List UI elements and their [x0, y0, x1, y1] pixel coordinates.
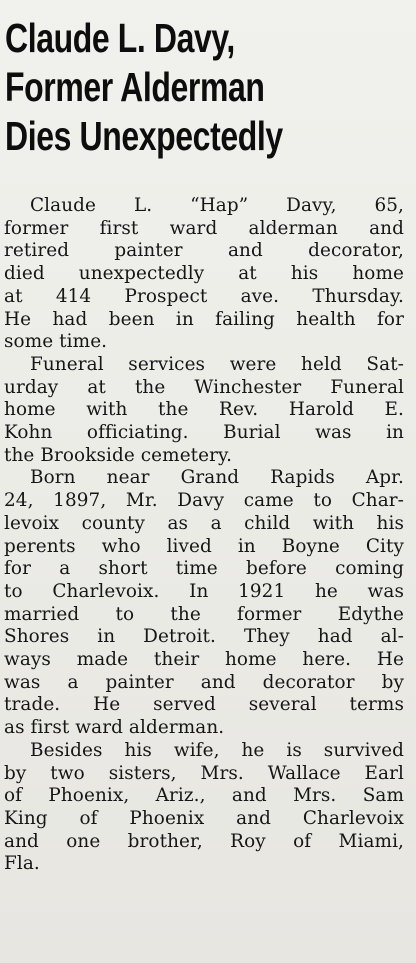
article-body — [4, 195, 404, 876]
text-line: He had been in failing health for — [4, 308, 404, 330]
paragraph-4 — [4, 740, 404, 876]
text-line: died unexpectedly at his home — [4, 263, 404, 285]
text-line: Shores in Detroit. They had al- — [4, 626, 404, 648]
text-line: Fla. — [4, 853, 40, 875]
text-line: by two sisters, Mrs. Wallace Earl — [4, 762, 404, 784]
text-line: the Brookside cemetery. — [4, 444, 233, 466]
text-line: to Charlevoix. In 1921 he was — [4, 580, 404, 602]
headline-line: Dies Unexpectedly — [5, 113, 283, 159]
headline-line: Claude L. Davy, — [5, 15, 235, 61]
text-line: trade. He served several terms — [4, 694, 404, 716]
text-line: married to the former Edythe — [4, 603, 404, 625]
text-line: perents who lived in Boyne City — [4, 535, 404, 557]
headline — [5, 14, 321, 161]
text-line: for a short time before coming — [4, 558, 404, 580]
text-line: Kohn officiating. Burial was in — [4, 422, 404, 444]
text-line: as first ward alderman. — [4, 717, 225, 739]
text-line: of Phoenix, Ariz., and Mrs. Sam — [4, 785, 404, 807]
paragraph-2 — [4, 354, 404, 468]
text-line: home with the Rev. Harold E. — [4, 399, 404, 421]
text-line: 24, 1897, Mr. Davy came to Char- — [4, 490, 404, 512]
text-line: former first ward alderman and — [4, 217, 404, 239]
paragraph-3 — [4, 467, 404, 739]
text-line: King of Phoenix and Charlevoix — [4, 807, 404, 829]
text-line: Claude L. “Hap” Davy, 65, — [30, 195, 404, 216]
text-line: some time. — [4, 331, 108, 353]
text-line: retired painter and decorator, — [4, 240, 404, 262]
text-line: Born near Grand Rapids Apr. — [30, 467, 404, 489]
text-line: levoix county as a child with his — [4, 512, 404, 534]
text-line: was a painter and decorator by — [4, 671, 404, 693]
text-line: and one brother, Roy of Miami, — [4, 830, 404, 852]
text-line: urday at the Winchester Funeral — [4, 376, 404, 398]
text-line: Funeral services were held Sat- — [30, 353, 404, 375]
paragraph-1 — [4, 195, 404, 354]
text-line: at 414 Prospect ave. Thursday. — [4, 285, 404, 307]
text-line: ways made their home here. He — [4, 649, 404, 671]
text-line: Besides his wife, he is survived — [30, 739, 404, 761]
headline-line: Former Alderman — [5, 64, 265, 110]
